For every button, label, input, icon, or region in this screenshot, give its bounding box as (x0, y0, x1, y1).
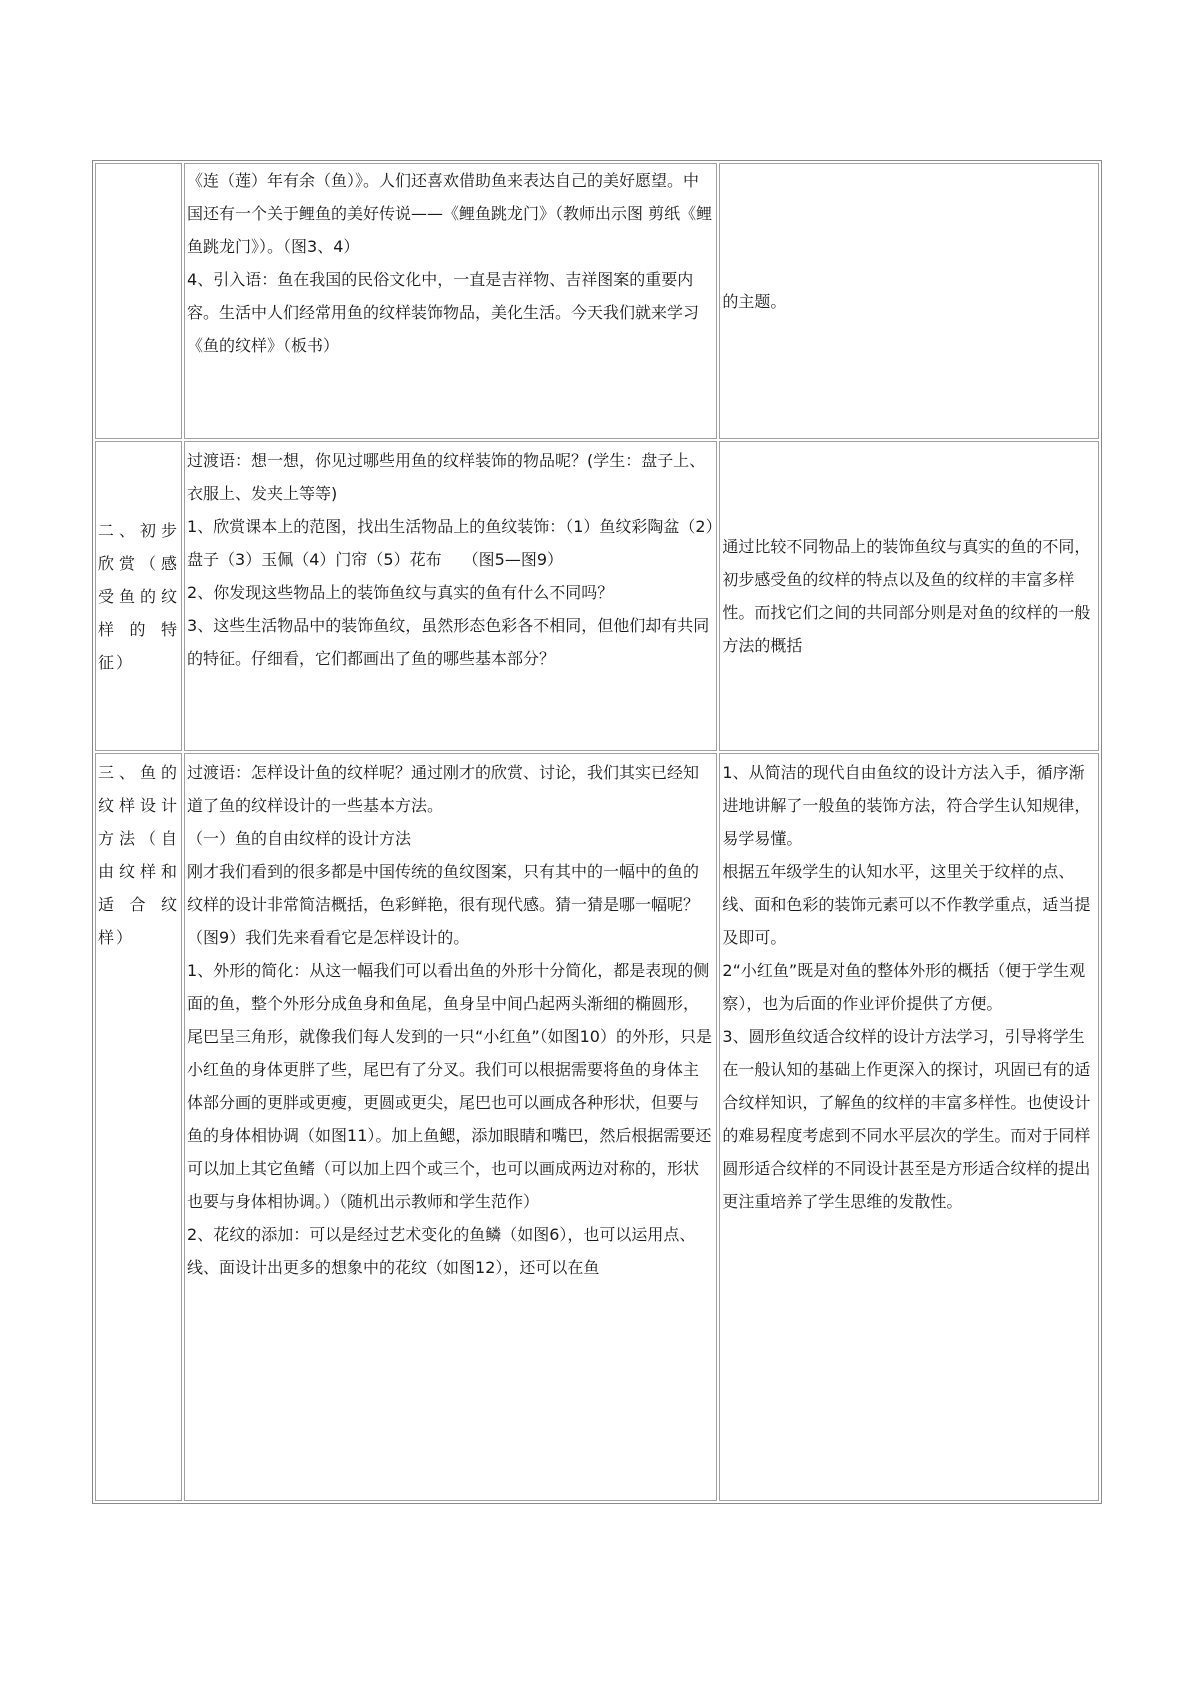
intent-paragraph: 的主题。 (722, 291, 787, 311)
intent-paragraph: 3、圆形鱼纹适合纹样的设计方法学习，引导将学生在一般认知的基础上作更深入的探讨，巩固已有的适合纹样知识，了解鱼的纹样的丰富多样性。也使设计的难易程度考虑到不同水平层次的学生。而对于同样圆形适合纹样的不同设计甚至是方形适合纹样的提出更注重培养了学生思维的发散性。 (722, 1027, 1091, 1211)
process-paragraph: 刚才我们看到的很多都是中国传统的鱼纹图案，只有其中的一幅中的鱼的纹样的设计非常简洁概括，色彩鲜艳，很有现代感。猜一猜是哪一幅呢？（图9）我们先来看看它是怎样设计的。 (187, 862, 700, 947)
process-paragraph: 3、这些生活物品中的装饰鱼纹，虽然形态色彩各不相同，但他们却有共同的特征。仔细看，它们都画出了鱼的哪些基本部分？ (187, 616, 710, 668)
process-subheading: （一）鱼的自由纹样的设计方法 (187, 829, 412, 848)
process-paragraph: 《连（莲）年有余（鱼）》。人们还喜欢借助鱼来表达自己的美好愿望。中国还有一个关于鲤鱼的美好传说——《鲤鱼跳龙门》（教师出示图 剪纸《鲤鱼跳龙门》）。（图3、4） (187, 171, 713, 256)
stage-cell (95, 163, 182, 439)
lesson-plan-table (92, 160, 1102, 1504)
table-row (95, 163, 1099, 439)
process-paragraph: 过渡语：怎样设计鱼的纹样呢？通过刚才的欣赏、讨论，我们其实已经知道了鱼的纹样设计的一些基本方法。 (187, 763, 700, 815)
process-paragraph: 过渡语：想一想，你见过哪些用鱼的纹样装饰的物品呢？(学生：盘子上、衣服上、发夹上等等) (187, 451, 706, 503)
intent-paragraph: 2“小红鱼”既是对鱼的整体外形的概括（便于学生观察），也为后面的作业评价提供了方便。 (722, 961, 1086, 1013)
process-paragraph: 2、你发现这些物品上的装饰鱼纹与真实的鱼有什么不同吗？ (187, 583, 614, 602)
stage-cell: 三、鱼的纹样设计方法（自由纹样和适合纹样） (95, 753, 182, 1501)
intent-cell (719, 441, 1099, 751)
stage-cell: 二、初步欣赏（感受鱼的纹样的特征） (95, 441, 182, 751)
intent-paragraph: 1、从简洁的现代自由鱼纹的设计方法入手，循序渐进地讲解了一般鱼的装饰方法，符合学生认知规律，易学易懂。 (722, 763, 1091, 848)
table-row (95, 753, 1099, 1501)
process-cell (184, 163, 717, 439)
process-paragraph: 1、欣赏课本上的范图，找出生活物品上的鱼纹装饰：（1）鱼纹彩陶盆（2）盘子（3）玉佩（4）门帘（5）花布 （图5—图9） (187, 517, 714, 569)
table-row (95, 441, 1099, 751)
process-cell (184, 441, 717, 751)
process-cell (184, 753, 717, 1501)
intent-cell (719, 753, 1099, 1501)
intent-cell (719, 163, 1099, 439)
process-paragraph: 4、引入语：鱼在我国的民俗文化中，一直是吉祥物、吉祥图案的重要内容。生活中人们经常用鱼的纹样装饰物品，美化生活。今天我们就来学习《鱼的纹样》（板书） (187, 270, 700, 355)
process-paragraph: 2、花纹的添加：可以是经过艺术变化的鱼鳞（如图6），也可以运用点、线、面设计出更多的想象中的花纹（如图12），还可以在鱼 (187, 1225, 696, 1277)
intent-paragraph: 根据五年级学生的认知水平，这里关于纹样的点、线、面和色彩的装饰元素可以不作教学重点，适当提及即可。 (722, 862, 1091, 947)
intent-paragraph: 通过比较不同物品上的装饰鱼纹与真实的鱼的不同，初步感受鱼的纹样的特点以及鱼的纹样的丰富多样性。而找它们之间的共同部分则是对鱼的纹样的一般方法的概括 (722, 537, 1091, 655)
process-paragraph: 1、外形的简化：从这一幅我们可以看出鱼的外形十分简化，都是表现的侧面的鱼，整个外形分成鱼身和鱼尾，鱼身呈中间凸起两头渐细的椭圆形，尾巴呈三角形，就像我们每人发到的一只“小红鱼”（如图10）的外形，只是小红鱼的身体更胖了些，尾巴有了分叉。我们可以根据需要将鱼的身体主体部分画的更胖或更瘦，更圆或更尖，尾巴也可以画成各种形状，但要与鱼的身体相协调（如图11）。加上鱼鳃，添加眼睛和嘴巴，然后根据需要还可以加上其它鱼鳍（可以加上四个或三个，也可以画成两边对称的，形状也要与身体相协调。）（随机出示教师和学生范作） (187, 961, 712, 1211)
